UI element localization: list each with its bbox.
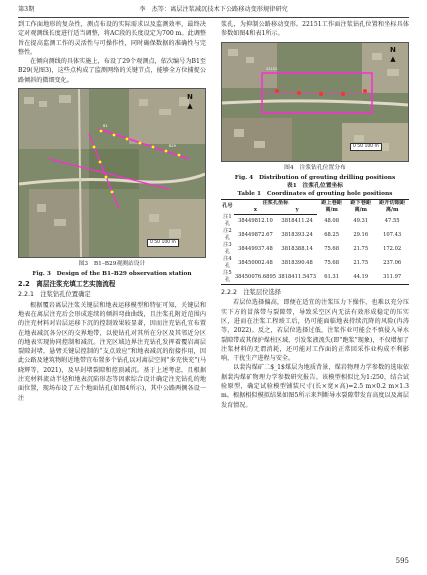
- table-cell: 172.02: [383, 245, 402, 252]
- section-2-2-heading: 2.2 离层注浆充填工艺实施流程: [18, 280, 116, 289]
- table-header-coord: 注浆孔坐标: [234, 199, 317, 207]
- table-cell: 38450076.6895: [234, 270, 277, 285]
- table-cell: 注4孔: [223, 256, 232, 270]
- table-cell: 61.31: [317, 270, 346, 285]
- table-cell: 3818411.24: [281, 217, 313, 224]
- figure-3-map-graphic: [19, 89, 205, 257]
- table-cell: 75.68: [324, 245, 340, 252]
- figure-3-caption-en: Fig. 3 Design of the B1–B29 observation station: [32, 271, 192, 278]
- running-title: 李 杰等：离层注浆减沉技术下公路移动变形规律研究: [139, 6, 288, 13]
- figure-3-scale-bar: 0 50 100 m: [147, 239, 179, 247]
- table-cell: 21.75: [353, 245, 369, 252]
- left-paragraph-3: 根据覆岩离层注浆关键层和地表运移模型和特征可知，关键层和地表在离层注充后会形成连续的倾斜弯曲曲线，且注浆孔附近范围内的注充材料对岩层运移下沉的控制效果较显著，因而注充钻孔宜布置在地表减沉各分区的交界地带，以使钻孔对其所在分区及其邻近分区的地表实现协同控制和减沉。注充区域边界注充钻孔发挥着覆岩离层裂隙封堵，悬臂关键层控制的“支点效应”和地表减沉的衔接作用，因此公路及建筑物附近地带宜布置多个钻孔以对离层空间“多充快充”(马晓辉等，2021)，及早封堵裂隙和控顶减沉。基于上述考虑，且根据注充材料流动半径和地表沉陷形态等因素综合设计确定注充钻孔的地面位置，现场布设了五个地面钻孔(如图4所示)，其中公路两侧各设一注: [18, 301, 206, 402]
- right-paragraph-3: 以裴沟煤矿二$_1$煤层为地质背景，煤岩物理力学参数的选取依据裴沟煤矿物理力学参数研究报告。该模型相似比为1:250，结合试验原型，确定试验模型铺装尺寸(长×宽×高)=2.5 m×0.2 m×1.3 m。根据相似模拟结果如图5所示来判断导水裂隙带发育高度以及离层发育情况。: [221, 364, 409, 409]
- table-cell: 49.31: [353, 217, 369, 224]
- table-cell: 注2孔: [223, 228, 232, 242]
- table-cell: 注1孔: [223, 214, 232, 228]
- section-2-2-1-heading: 2.2.1 注浆钻孔位置确定: [18, 291, 91, 299]
- svg-text:22151: 22151: [266, 66, 278, 71]
- table-row: [221, 242, 409, 256]
- table-row: [221, 256, 409, 270]
- table-header-x: x: [234, 207, 277, 215]
- table-cell: 注5孔: [221, 270, 234, 285]
- left-column: [18, 20, 206, 403]
- figure-4-caption-zh: 图4 注浆钻孔位置分布: [284, 164, 346, 171]
- table-header-y: y: [277, 207, 317, 215]
- table-cell: 75.68: [324, 259, 340, 266]
- table-cell: 107.43: [383, 231, 402, 238]
- left-paragraph-1: 到工作面地形的复杂性，测点布设的实际需求以及监测效率，最终决定对观测线长度进行适当调整，将AC段的长度设定为700 m。此调整旨在提高监测工作的灵活性与可操作性，同时确保数据的准确性与完整性。: [18, 21, 206, 56]
- right-column: [221, 20, 409, 410]
- north-arrow-icon: N ▲: [187, 93, 193, 111]
- table-cell: 3818393.24: [281, 231, 313, 238]
- table-row: [221, 270, 409, 285]
- left-paragraph-2: 在倾向测线的具体实施上，布设了29个观测点，依次编号为B1至B29(见图3)，这些点构成了监测网络的关键节点，能够全方位捕捉公路倾斜的微细变化。: [18, 58, 206, 84]
- figure-3-caption-zh: 图3 B1–B29观测站设计: [78, 261, 146, 268]
- table-cell: 38449872.67: [238, 231, 273, 238]
- figure-4-satellite-map: [221, 42, 409, 162]
- table-cell: 21.75: [353, 259, 369, 266]
- issue-label: 第3期: [18, 6, 35, 13]
- table-header-id: 孔号: [221, 199, 234, 214]
- figure-3-satellite-map: [18, 88, 206, 258]
- page-number: 595: [395, 557, 409, 565]
- table-cell: 3818388.14: [281, 245, 313, 252]
- table-header-open-cut: 距开切眼距离/m: [375, 199, 409, 214]
- figure-4: [221, 42, 409, 182]
- table-cell: 38450002.48: [238, 259, 273, 266]
- table-cell: 44.19: [346, 270, 375, 285]
- table-cell: 38449937.48: [238, 245, 273, 252]
- table-1-caption-zh: 表1 注浆孔位置坐标: [286, 182, 344, 189]
- table-1-caption-en: Table 1 Coordinates of grouting hole positions: [237, 190, 393, 197]
- svg-text:B29: B29: [169, 144, 176, 149]
- table-cell: 68.25: [324, 231, 340, 238]
- table-cell: 29.16: [353, 231, 369, 238]
- table-row: [221, 214, 409, 228]
- table-1: [221, 199, 409, 286]
- figure-4-caption-en: Fig. 4 Distribution of grouting drilling positions: [234, 174, 396, 181]
- table-cell: 47.55: [384, 217, 400, 224]
- table-cell: 48.08: [324, 217, 340, 224]
- figure-4-scale-bar: 0 50 100 m: [350, 143, 382, 151]
- north-arrow-icon: N ▲: [390, 45, 396, 63]
- table-row: [221, 228, 409, 242]
- svg-text:B1: B1: [103, 124, 108, 129]
- right-paragraph-2: 若层位选择偏高，即便在适宜的注浆压力下操作，也难以充分压实下方的冒落带与裂隙带，导致采空区内无法有效形成稳定的压实区，进而在注浆工程竣工后，仍可能面临地表持续沉降的风险(冉涛等，2022)。反之，若层位选择过低，注浆作业可能会不慎侵入导水裂隙带或其保护煤柱区域，引发浆液流失(即“跑浆”现象)，不仅增加了注浆材料的无谓消耗，还可能对工作面的正常回采作业构成不利影响，干扰生产进程与安全。: [221, 299, 409, 363]
- section-2-2-2-heading: 2.2.2 注浆层位选择: [221, 289, 282, 297]
- figure-3: [18, 88, 206, 278]
- table-cell: 237.06: [383, 259, 402, 266]
- table-header-lower-roadway: 距下巷距离/m: [346, 199, 375, 214]
- running-header: [18, 5, 409, 18]
- table-cell: 3818411.5473: [277, 270, 317, 285]
- table-cell: 311.97: [375, 270, 409, 285]
- table-cell: 38449812.10: [238, 217, 273, 224]
- table-cell: 注3孔: [223, 242, 232, 256]
- table-header-upper-roadway: 距上巷距离/m: [317, 199, 346, 214]
- table-cell: 3818390.48: [281, 259, 313, 266]
- right-paragraph-1: 浆孔，为抑制公路移动变形。22151工作面注浆钻孔位置和坐标具体参数如图4和表1所示。: [221, 21, 409, 38]
